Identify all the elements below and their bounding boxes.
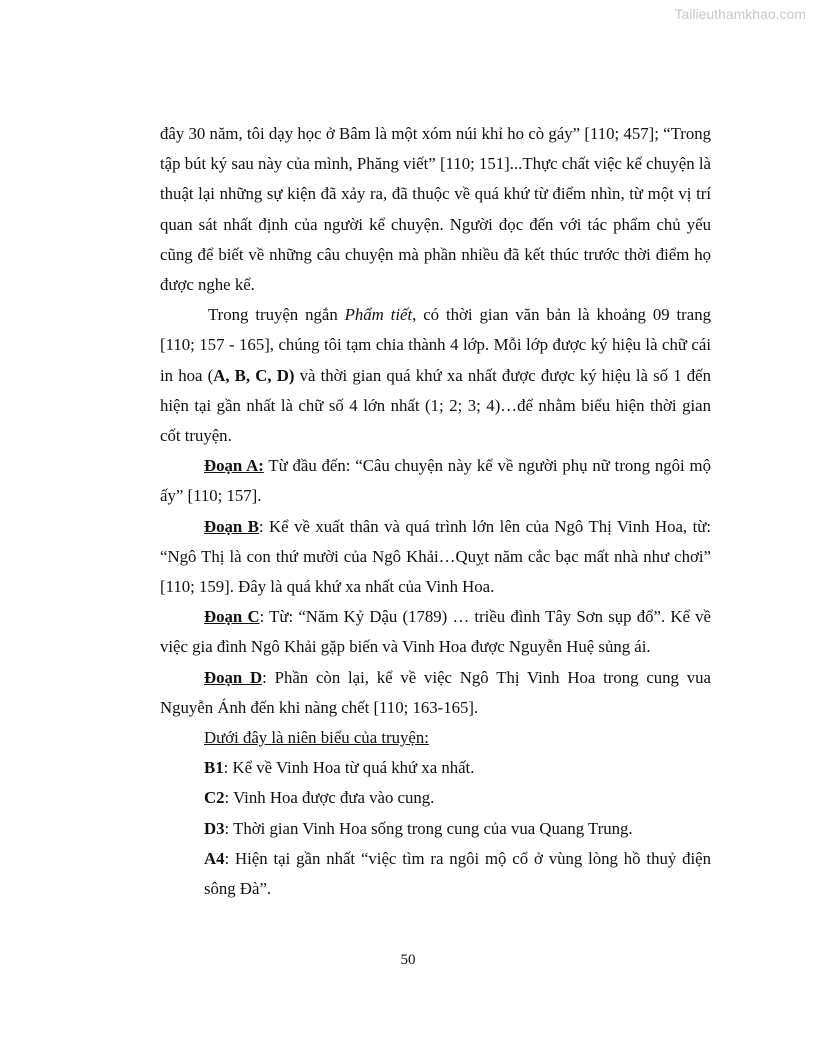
chronology-item-code: C2: [204, 788, 225, 808]
chronology-item-text: : Thời gian Vinh Hoa sống trong cung của vua Quang Trung.: [224, 818, 633, 838]
segment-c-label: Đoạn C: [204, 607, 260, 627]
chronology-heading: [160, 723, 711, 753]
chronology-item-code: B1: [204, 758, 224, 778]
segment-d-text: : Phần còn lại, kể về việc Ngô Thị Vinh Hoa trong cung vua Nguyễn Ánh đến khi nàng chết [110; 163-165].: [160, 667, 711, 717]
segment-b: [160, 512, 711, 603]
segment-c-text: : Từ: “Năm Kỷ Dậu (1789) … triều đình Tây Sơn sụp đổ”. Kể về việc gia đình Ngô Khải gặp biến và Vinh Hoa được Nguyễn Huệ sủng ái.: [160, 607, 711, 657]
paragraph-2-text-b: , có thời gian văn bản là khoảng 09 trang [110; 157 - 165], chúng tôi tạm chia thành 4 lớp. Mỗi lớp được ký hiệu là chữ cái in hoa (: [160, 305, 711, 385]
chronology-item: [160, 814, 711, 844]
chronology-item: [160, 783, 711, 813]
segment-c: [160, 602, 711, 662]
segment-d-label: Đoạn D: [204, 667, 263, 687]
segment-b-text: : Kể về xuất thân và quá trình lớn lên của Ngô Thị Vinh Hoa, từ: “Ngô Thị là con thứ mười của Ngô Khải…Quỵt năm cắc bạc mất nhà như chơi” [110; 159]. Đây là quá khứ xa nhất của Vinh Hoa.: [160, 516, 711, 597]
segment-a-label: Đoạn A:: [204, 456, 264, 476]
segment-a-text: Từ đầu đến: “Câu chuyện này kể về người phụ nữ trong ngôi mộ ấy” [110; 157].: [160, 456, 711, 506]
chronology-item-code: A4: [204, 848, 225, 868]
chronology-item-text: : Kể về Vinh Hoa từ quá khứ xa nhất.: [223, 758, 475, 778]
paragraph-1: đây 30 năm, tôi dạy học ở Bâm là một xóm núi khỉ ho cò gáy” [110; 457]; “Trong tập bút ký sau này của mình, Phăng viết” [110; 151]...Thực chất việc kể chuyện là thuật lại những sự kiện đã xảy ra, đã thuộc về quá khứ từ điểm nhìn, từ một vị trí quan sát nhất định của người kể chuyện. Người đọc đến với tác phẩm chủ yếu cũng để biết về những câu chuyện mà phần nhiều đã kết thúc trước thời điểm họ được nghe kể.: [160, 124, 711, 295]
chronology-item: [160, 844, 711, 904]
story-title: Phẩm tiết: [344, 305, 413, 325]
chronology-heading-text: Dưới đây là niên biểu của truyện:: [204, 728, 429, 748]
paragraph-2-text-c: và thời gian quá khứ xa nhất được được ký hiệu là số 1 đến hiện tại gần nhất là chữ số 4 lớn nhất (1; 2; 3; 4)…để nhằm biểu hiện thời gian cốt truyện.: [160, 365, 711, 446]
segment-b-label: Đoạn B: [204, 516, 259, 536]
chronology-item-text: : Hiện tại gần nhất “việc tìm ra ngôi mộ cổ ở vùng lòng hồ thuỷ điện sông Đà”.: [204, 848, 711, 899]
page-number: 50: [400, 952, 416, 968]
watermark: Tailieuthamkhao.com: [674, 6, 806, 22]
paragraph-2: [160, 300, 711, 451]
segment-letters: A, B, C, D): [213, 365, 295, 385]
chronology-item: [160, 753, 711, 783]
chronology-item-text: : Vinh Hoa được đưa vào cung.: [224, 788, 435, 808]
segment-d: [160, 663, 711, 723]
paragraph-2-text-a: Trong truyện ngắn: [208, 305, 345, 325]
chronology-item-code: D3: [204, 818, 225, 838]
segment-a: [160, 451, 711, 511]
document-body: [160, 119, 711, 904]
